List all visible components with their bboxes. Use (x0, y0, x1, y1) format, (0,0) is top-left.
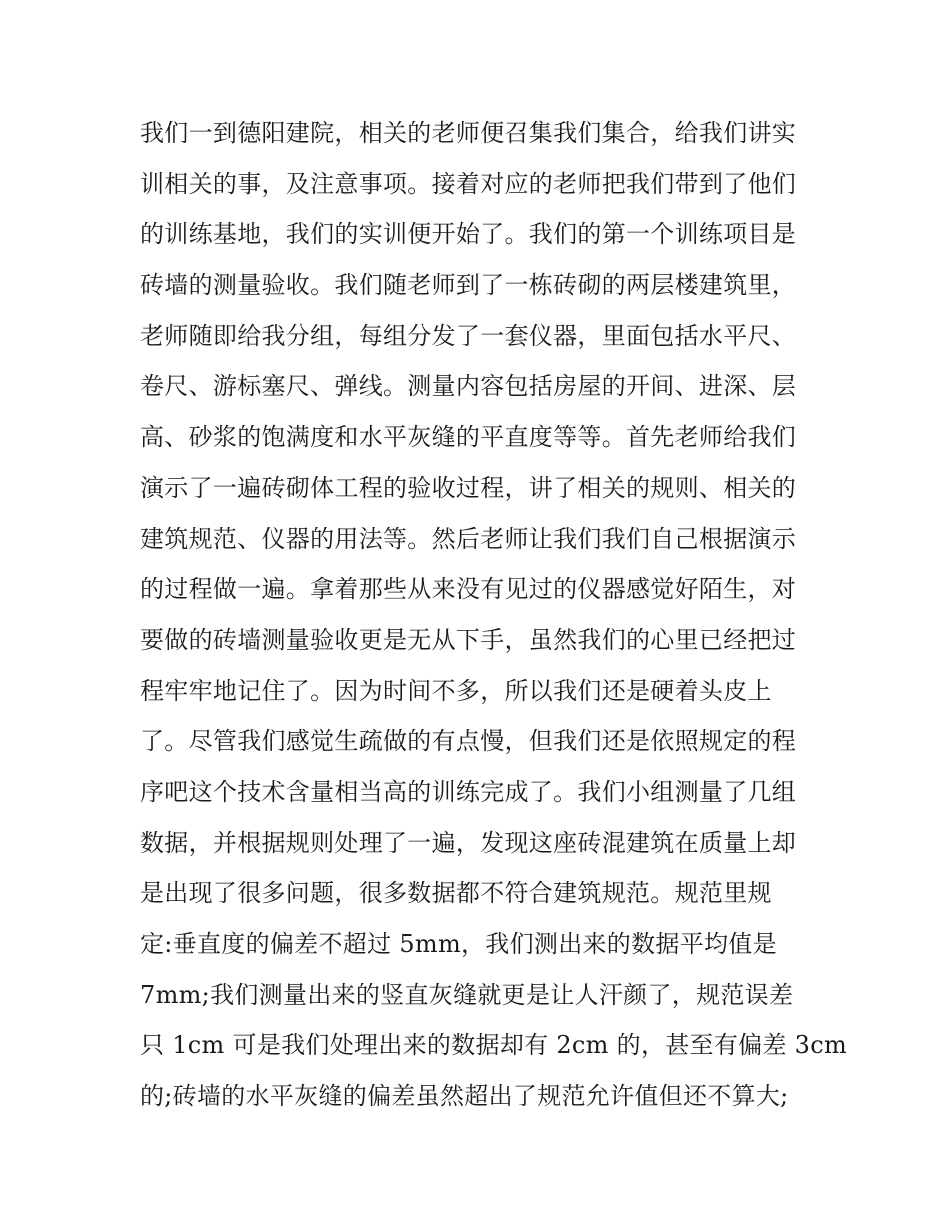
body-paragraph (140, 108, 848, 1122)
text-line: 卷尺、游标塞尺、弹线。测量内容包括房屋的开间、进深、层 (140, 372, 797, 401)
text-line: 训相关的事，及注意事项。接着对应的老师把我们带到了他们 (140, 169, 797, 198)
text-line: 了。尽管我们感觉生疏做的有点慢，但我们还是依照规定的程 (140, 727, 797, 756)
text-line: 演示了一遍砖砌体工程的验收过程，讲了相关的规则、相关的 (140, 473, 797, 502)
text-line: 序吧这个技术含量相当高的训练完成了。我们小组测量了几组 (140, 777, 797, 806)
text-line: 的训练基地，我们的实训便开始了。我们的第一个训练项目是 (140, 220, 797, 249)
text-line: 砖墙的测量验收。我们随老师到了一栋砖砌的两层楼建筑里， (140, 271, 797, 300)
text-line: 老师随即给我分组，每组分发了一套仪器，里面包括水平尺、 (140, 321, 797, 350)
text-line: 的;砖墙的水平灰缝的偏差虽然超出了规范允许值但还不算大; (140, 1082, 789, 1111)
text-line: 数据，并根据规则处理了一遍，发现这座砖混建筑在质量上却 (140, 828, 797, 857)
text-line: 定:垂直度的偏差不超过 5mm，我们测出来的数据平均值是 (140, 930, 777, 958)
text-line: 建筑规范、仪器的用法等。然后老师让我们我们自己根据演示 (140, 524, 797, 553)
text-line: 高、砂浆的饱满度和水平灰缝的平直度等等。首先老师给我们 (140, 423, 797, 452)
text-line: 是出现了很多问题，很多数据都不符合建筑规范。规范里规 (140, 879, 772, 908)
text-line: 的过程做一遍。拿着那些从来没有见过的仪器感觉好陌生，对 (140, 575, 797, 604)
text-line: 7mm;我们测量出来的竖直灰缝就更是让人汗颜了，规范误差 (140, 980, 794, 1009)
text-line: 要做的砖墙测量验收更是无从下手，虽然我们的心里已经把过 (140, 625, 797, 654)
text-line: 我们一到德阳建院，相关的老师便召集我们集合，给我们讲实 (140, 119, 797, 147)
text-line: 程牢牢地记住了。因为时间不多，所以我们还是硬着头皮上 (140, 676, 772, 705)
text-line: 只 1cm 可是我们处理出来的数据却有 2cm 的，甚至有偏差 3cm (140, 1031, 848, 1060)
